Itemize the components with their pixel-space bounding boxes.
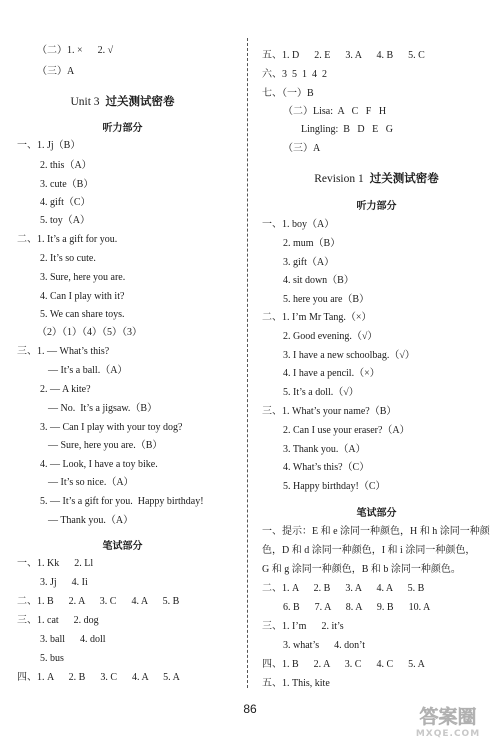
answer-line: Lingling: B D E G	[301, 124, 393, 135]
answer-line: 色，D 和 d 涂同一种颜色，I 和 i 涂同一种颜色，	[262, 545, 476, 556]
answer-line: 4. — Look, I have a toy bike.	[40, 459, 158, 470]
answer-line: — No. It’s a jigsaw.（B）	[48, 403, 158, 414]
answer-line: 七、（一）B	[262, 88, 314, 99]
answer-line: — It’s a ball.（A）	[48, 365, 128, 376]
answer-line: 5. bus	[40, 653, 64, 664]
unit3-title	[0, 93, 245, 109]
answer-line: 六、3 5 1 4 2	[262, 69, 327, 80]
answer-line: 4. gift（C）	[40, 197, 91, 208]
answer-line: 3. cute（B）	[40, 179, 94, 190]
answer-line: （二）Lisa: A C F H	[283, 106, 387, 117]
answer-line: 三、1. cat 2. dog	[17, 615, 99, 626]
answer-line: 2. mum（B）	[283, 238, 341, 249]
answer-line: 5. toy（A）	[40, 215, 90, 226]
answer-line: 5. Happy birthday!（C）	[283, 481, 386, 492]
answer-line: （二）1. × 2. √	[37, 45, 114, 56]
answer-line: 一、提示：E 和 e 涂同一种颜色，H 和 h 涂同一种颜	[262, 526, 490, 537]
answer-line: 三、1. I’m 2. it’s	[262, 621, 344, 632]
answer-line: 3. Thank you.（A）	[283, 444, 366, 455]
answer-line: 5. It’s a doll.（√）	[283, 387, 359, 398]
column-divider	[247, 38, 248, 688]
answer-line: 2. It’s so cute.	[40, 253, 96, 264]
answer-line: 三、1. — What’s this?	[17, 346, 110, 357]
answer-line: 三、1. What’s your name?（B）	[262, 406, 397, 417]
listening-heading: 听力部分	[356, 201, 397, 212]
answer-line: G 和 g 涂同一种颜色，B 和 b 涂同一种颜色。	[262, 564, 461, 575]
answer-line: 2. Good evening.（√）	[283, 331, 378, 342]
answer-line: 6. B 7. A 8. A 9. B 10. A	[283, 602, 431, 613]
answer-line: — Sure, here you are.（B）	[48, 440, 163, 451]
answer-line: 五、1. This, kite	[262, 678, 330, 689]
answer-line: 二、1. A 2. B 3. A 4. A 5. B	[262, 583, 425, 594]
revision1-title-cn: 过关测试密卷	[369, 173, 439, 185]
answer-line: 四、1. B 2. A 3. C 4. C 5. A	[262, 659, 425, 670]
answer-line: 2. this（A）	[40, 160, 92, 171]
listening-heading: 听力部分	[102, 123, 143, 134]
answer-line: 3. ball 4. doll	[40, 634, 106, 645]
answer-line: 5. We can share toys.	[40, 309, 125, 320]
answer-line: 4. Can I play with it?	[40, 291, 125, 302]
revision1-title-en: Revision 1	[314, 173, 364, 185]
answer-line: 二、1. I’m Mr Tang.（×）	[262, 312, 372, 323]
watermark-text-url: MXQE.COM	[415, 729, 481, 739]
answer-line: 3. — Can I play with your toy dog?	[40, 422, 183, 433]
answer-line: 3. Sure, here you are.	[40, 272, 126, 283]
watermark-text-cn: 答案圈	[419, 706, 477, 728]
answer-line: 五、1. D 2. E 3. A 4. B 5. C	[262, 50, 425, 61]
revision1-title	[253, 170, 500, 186]
answer-line: 5. — It’s a gift for you. Happy birthday!	[40, 496, 204, 507]
answer-line: 3. what’s 4. don’t	[283, 640, 366, 651]
answer-line: 一、1. Kk 2. Ll	[17, 558, 94, 569]
answer-line: 4. I have a pencil.（×）	[283, 368, 380, 379]
answer-line: — Thank you.（A）	[48, 515, 134, 526]
answer-line: 2. — A kite?	[40, 384, 91, 395]
answer-line: （2）（1）（4）（5）（3）	[37, 327, 142, 338]
answer-line: 四、1. A 2. B 3. C 4. A 5. A	[17, 672, 180, 683]
answer-line: 3. I have a new schoolbag.（√）	[283, 350, 415, 361]
page-number: 86	[243, 702, 257, 716]
answer-line: 二、1. It’s a gift for you.	[17, 234, 118, 245]
answer-line: 4. sit down（B）	[283, 275, 354, 286]
answer-line: （三）A	[283, 143, 321, 154]
watermark-logo	[402, 703, 494, 739]
answer-line: 5. here you are（B）	[283, 294, 370, 305]
answer-line: （三）A	[37, 66, 75, 77]
written-heading: 笔试部分	[356, 508, 397, 519]
answer-line: 3. gift（A）	[283, 257, 335, 268]
unit3-title-en: Unit 3	[70, 96, 100, 108]
answer-line: — It’s so nice.（A）	[48, 477, 134, 488]
answer-line: 一、1. boy（A）	[262, 219, 335, 230]
written-heading: 笔试部分	[102, 541, 143, 552]
answer-line: 一、1. Jj（B）	[17, 140, 81, 151]
answer-line: 二、1. B 2. A 3. C 4. A 5. B	[17, 596, 180, 607]
answer-line: 3. Jj 4. Ii	[40, 577, 88, 588]
unit3-title-cn: 过关测试密卷	[105, 96, 175, 108]
answer-line: 2. Can I use your eraser?（A）	[283, 425, 410, 436]
answer-line: 4. What’s this?（C）	[283, 462, 370, 473]
